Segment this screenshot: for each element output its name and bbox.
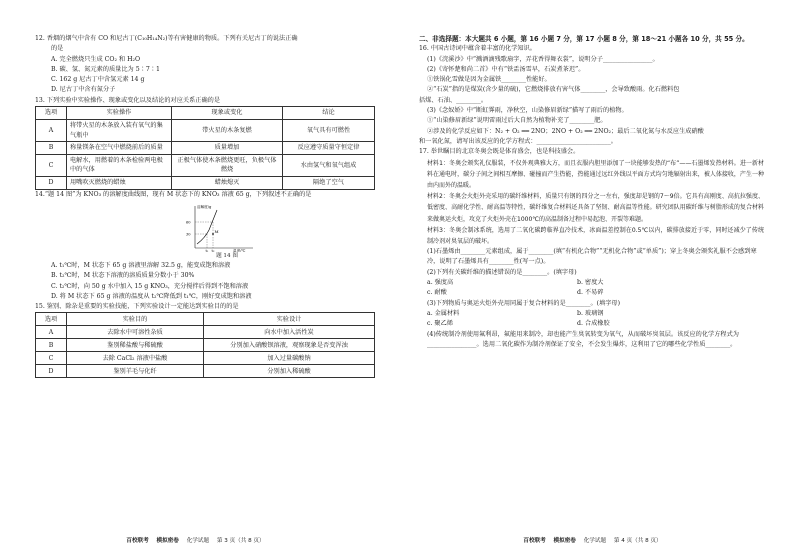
q16-stem: 16. 中国古诗词中蕴含着丰富的化学知识。: [419, 45, 536, 53]
table-row: [36, 365, 375, 378]
q13-cell: 正极气体使木条燃烧更旺，负极气体燃烧: [172, 154, 283, 176]
footer-subject: 化学试题: [583, 538, 607, 544]
q16-line: 括煤、石油、________。: [419, 96, 488, 104]
q13-cell: C: [36, 154, 67, 176]
solubility-graph: [183, 202, 261, 260]
question-15: [35, 302, 375, 378]
q17-sub-3-options-row: [419, 309, 764, 319]
q12-stem-cont: 的是: [51, 45, 64, 53]
page-4-footer: [397, 536, 794, 544]
q16-line: ①铁锅化雪做是因为金属铁________性能好。: [427, 76, 551, 84]
q15-cell: 鉴别羊毛与化纤: [67, 365, 204, 378]
q15-stem: 15. 鉴别、除杂是重要的实验技能，下列实验设计一定能达到实验目的的是: [35, 303, 239, 311]
q15-cell: 去除 CaCl₂ 溶液中盐酸: [67, 352, 204, 365]
q17-material-1: 材料1：冬奥会颁奖礼仪服装，不仅外观典雅大方，而且衣服内胆里添加了一块能够发热的“布”——石墨烯发热材料。进一新材料在通电时，碳分子间之间相互摩擦、碰撞而产生热能，热能通过远红外线以平面方式均匀地辐射出来，被人体接收，产生一种由内而外的温暖。: [427, 159, 764, 189]
q13-cell: 隔绝了空气: [283, 177, 375, 190]
q17-sub-4: (4)传统制冷剂使用氟利昂，氟能用来制冷，却也能产生臭氧转变为氧气，从而破坏臭氧层。该反应的化学方程式为________________。选用二氧化碳作为制冷剂保证了安全，不会发生爆炸，这利用了它的哪些化学性质________。: [427, 330, 739, 348]
point-m-label: M: [214, 228, 219, 234]
question-12: [35, 34, 375, 96]
question-14: [35, 190, 375, 302]
question-13: [35, 96, 375, 190]
table-row: [36, 326, 375, 339]
graph-tick-60: 60: [186, 220, 191, 225]
q16-line: (2)《寄怀楚和尚二首》中有“铁盂汤雪早，石炭煮茶迟”。: [427, 65, 585, 73]
q13-cell: 氧气具有可燃性: [283, 120, 375, 142]
q12-option-b: B. 碳、氢、氮元素的质量比为 5∶7∶1: [51, 65, 160, 73]
footer-brand: 百校联考: [523, 538, 546, 544]
q14-option-b: B. t₂℃时，M 状态下溶液的溶质质量分数小于 30%: [51, 272, 195, 280]
q13-stem: 13. 下列实验中实验操作、现象或变化以及结论的对应关系正确的是: [35, 96, 221, 104]
footer-series: 模拟密卷: [553, 538, 576, 544]
page-4-column: [419, 34, 764, 350]
q13-header-conclusion: 结论: [283, 107, 375, 120]
q14-option-c: C. t₂℃时，向 50 g 水中加入 15 g KNO₃，充分搅拌后得到不饱和溶液: [51, 282, 249, 290]
q13-cell: 反应遵守质量守恒定律: [283, 142, 375, 155]
q17-sub-2-options-row: [419, 288, 764, 298]
q13-cell: D: [36, 177, 67, 190]
q13-cell: B: [36, 142, 67, 155]
q17-sub-3-stem: (3)下列物质与奥运火炬外壳用同属于复合材料的是________。(填字母): [427, 299, 621, 307]
table-row: [36, 142, 375, 155]
q17-material-2: 材料2：冬奥会火炬外壳采用的碳纤维材料，质量只有钢的四分之一左右，强度却是钢的7～9倍。它具有高刚度、高抗拉强度、低密度、高耐化学性、耐高温等特性，碳纤维复合材料还具备了坚韧、耐高温等性能。研究团队用碳纤维与树脂形成的复合材料来做奥运火炬，攻克了火炬外壳在1000℃的高温制备过程中易起泡、开裂等难题。: [427, 193, 764, 223]
graph-tick-t1: t₁: [205, 248, 209, 252]
q15-cell: 加入过量碳酸钠: [204, 352, 375, 365]
q13-cell: 电解水，用燃着的木条检验两电极中的气体: [67, 154, 172, 176]
q13-cell: 质量增加: [172, 142, 283, 155]
q15-cell: 去除水中可溶性杂质: [67, 326, 204, 339]
q17-sub-3-options-row: [419, 319, 764, 329]
q13-cell: 带火星的木条复燃: [172, 120, 283, 142]
q17-sub-2-option: d. 不易碎: [577, 289, 604, 297]
solubility-curve-figure: [183, 202, 261, 252]
q14-option-a: A. t₁℃时，M 状态下 65 g 溶液里溶解 32.5 g，能变成饱和溶液: [51, 261, 231, 269]
table-row: [36, 154, 375, 176]
q17-sub-2-option: a. 强度高: [427, 279, 454, 287]
q17-sub-2-option: c. 耐酸: [427, 289, 447, 297]
q13-cell: 水由氢气和氧气组成: [283, 154, 375, 176]
footer-brand: 百校联考: [126, 538, 149, 544]
graph-x-label: 温度/℃: [233, 248, 246, 252]
page-3-column: [35, 34, 375, 378]
q16-line: 和一氧化氮，请写出该反应的化学方程式：________________________。: [419, 137, 617, 145]
table-row: [36, 352, 375, 365]
knO3-solubility-curve: [197, 210, 217, 244]
q16-line: ②“石炭”指的是煤炭(含少量的硫)，它燃烧排放有害气体________，会导致酸雨。化石燃料包: [427, 86, 680, 94]
q13-cell: 蜡烛熄灭: [172, 177, 283, 190]
exam-page-4: [397, 0, 794, 552]
q13-cell: 称量镁条在空气中燃烧前后的质量: [67, 142, 172, 155]
q13-header-option: 选项: [36, 107, 67, 120]
table-row: [36, 339, 375, 352]
q13-cell: A: [36, 120, 67, 142]
q15-cell: C: [36, 352, 67, 365]
q15-header-row: [36, 313, 375, 326]
q13-header-operation: 实验操作: [67, 107, 172, 120]
q17-sub-1: (1)石墨烯由________元素组成，属于________(填“有机化合物”“无机化合物”或“单质”)；穿上冬奥会颁奖礼服不会感到寒冷，说明了石墨烯具有________性(写一点)。: [427, 248, 757, 266]
q12-option-c: C. 162 g 尼古丁中含氢元素 14 g: [51, 76, 145, 84]
q15-cell: 分别加入硝酸钡溶液，观察现象是否变浑浊: [204, 339, 375, 352]
table-row: [36, 120, 375, 142]
q17-sub-2-stem: (2)下列有关碳纤维的描述错误的是________。(填字母): [427, 268, 577, 276]
q17-sub-2-options-row: [419, 278, 764, 288]
q16-line: (3)《念奴娇》中“断虹霁雨，净秋空，山染修眉新绿”描写了雨后的植物。: [427, 107, 628, 115]
question-16: [419, 44, 764, 147]
q15-table: [35, 312, 375, 378]
q15-header-design: 实验设计: [204, 313, 375, 326]
q12-stem: 12. 香烟的烟气中含有 CO 和尼古丁(C₁₀H₁₄N₂)等有害健康的物质。下列有关尼古丁的说法正确: [35, 35, 298, 42]
table-row: [36, 177, 375, 190]
q13-cell: 用嘴吹灭燃烧的蜡烛: [67, 177, 172, 190]
q17-sub-2-option: b. 密度大: [577, 279, 604, 287]
q17-sub-3-option: b. 玻璃钢: [577, 309, 604, 317]
q17-sub-3-option: c. 聚乙烯: [427, 320, 453, 328]
q17-stem: 17. 举世瞩目的北京冬奥会既是体育盛会，也是科技盛会。: [419, 148, 580, 156]
q15-cell: A: [36, 326, 67, 339]
question-17: [419, 147, 764, 350]
q12-option-d: D. 尼古丁中含有氮分子: [51, 86, 116, 94]
q13-header-phenomenon: 现象或变化: [172, 107, 283, 120]
q16-line: ①“山染修眉新绿”说明雷雨过后大自然为植物补充了________肥。: [427, 117, 607, 125]
q15-header-purpose: 实验目的: [67, 313, 204, 326]
q17-sub-3-option: a. 金属材料: [427, 309, 460, 317]
q15-cell: 分别加入稀硫酸: [204, 365, 375, 378]
footer-series: 模拟密卷: [156, 538, 179, 544]
graph-tick-30: 30: [186, 232, 191, 237]
figure-14-caption: 题 14 图: [216, 252, 238, 259]
footer-subject: 化学试题: [186, 538, 210, 544]
q12-option-a: A. 完全燃烧只生成 CO₂ 和 H₂O: [51, 55, 141, 63]
q17-material-3: 材料3：冬奥会制冰系统，选用了二氧化碳跨临界直冷技术，冰面温差控制在0.5℃以内，碳排放接近于零，同时还减少了传统制冷剂对臭氧层的破坏。: [427, 226, 764, 245]
graph-y-label: 溶解度/g: [197, 204, 212, 209]
q17-sub-3-option: d. 合成橡胶: [577, 320, 610, 328]
page-3-footer: [0, 536, 397, 544]
q15-cell: 鉴别稀盐酸与稀硫酸: [67, 339, 204, 352]
q14-stem: 14.“题 14 图”为 KNO₃ 的溶解度曲线图，现有 M 状态下的 KNO₃ 溶液 65 g，下列叙述不正确的是: [35, 190, 312, 198]
q15-header-option: 选项: [36, 313, 67, 326]
q15-cell: 向水中加入活性炭: [204, 326, 375, 339]
q16-line: (1)《浣溪沙》中“溅酒滴残歌扇字，弄花香得舞衣裳”，说明分子________________。: [427, 55, 659, 63]
q15-cell: B: [36, 339, 67, 352]
graph-tick-t2: t₂: [211, 248, 215, 252]
section-two-title: 二、非选择题：本大题共 6 小题，第 16 小题 7 分，第 17 小题 8 分，第 18～21 小题各 10 分，共 55 分。: [419, 35, 749, 43]
q15-cell: D: [36, 365, 67, 378]
q13-table: [35, 106, 375, 190]
q16-line: ②涉及的化学反应如下：N₂ + O₂ ══ 2NO；2NO + O₂ ══ 2NO₂；最后二氧化氮与水反应生成硝酸: [427, 127, 704, 135]
q13-cell: 将带火星的木条放入装有氧气的集气瓶中: [67, 120, 172, 142]
q13-header-row: [36, 107, 375, 120]
footer-page-number: 第 3 页（共 8 页）: [216, 538, 265, 544]
q14-option-d: D. 将 M 状态下 65 g 溶液的温度从 t₂℃降低到 t₁℃，刚好变成饱和溶液: [51, 292, 252, 300]
footer-page-number: 第 4 页（共 8 页）: [613, 538, 662, 544]
